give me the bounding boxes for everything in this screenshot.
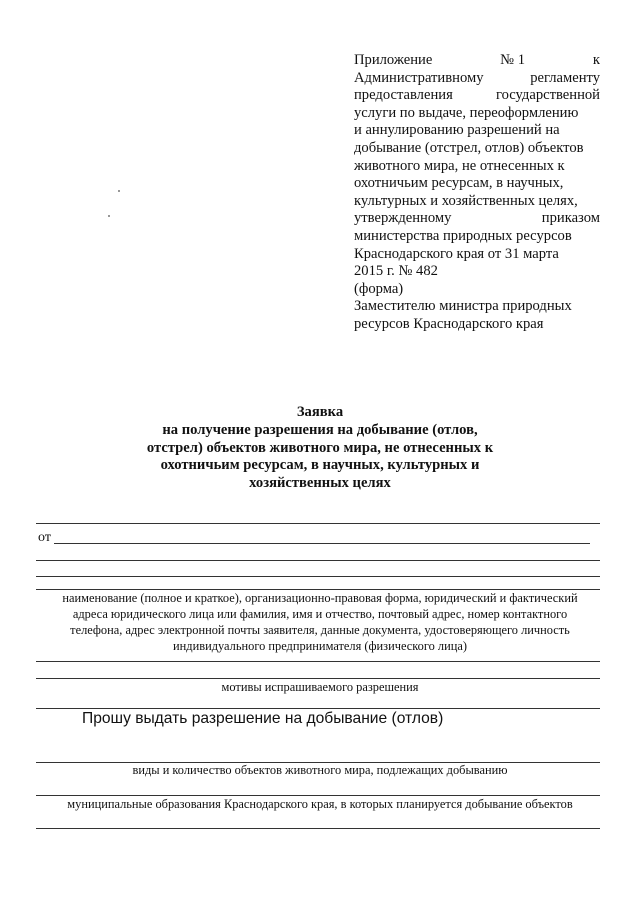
blank-line xyxy=(36,523,600,524)
annex-word: предоставления xyxy=(354,87,453,104)
annex-word: утвержденному xyxy=(354,210,452,227)
scan-speck xyxy=(108,215,110,217)
annex-block xyxy=(354,52,600,334)
applicant-caption-line-2: адреса юридического лица или фамилия, имя и отчество, почтовый адрес, номер контактного xyxy=(72,607,568,621)
annex-line-1 xyxy=(354,52,600,70)
title-line-2: на получение разрешения на добывание (отлов, xyxy=(162,421,478,438)
annex-line-3 xyxy=(354,87,600,105)
annex-line-9: культурных и хозяйственных целях, xyxy=(354,192,578,209)
annex-line-13: 2015 г. № 482 xyxy=(354,263,438,280)
annex-line-11: министерства природных ресурсов xyxy=(354,227,572,244)
applicant-field-line[interactable] xyxy=(54,543,590,544)
annex-line-8: охотничьим ресурсам, в научных, xyxy=(354,175,564,192)
species-caption: виды и количество объектов животного мира, подлежащих добыванию xyxy=(132,763,508,777)
form-label: (форма) xyxy=(354,280,404,297)
annex-line-12: Краснодарского края от 31 марта xyxy=(354,245,559,262)
title-line-3: отстрел) объектов животного мира, не отнесенных к xyxy=(146,439,494,456)
annex-word: регламенту xyxy=(530,69,600,86)
applicant-caption-line-1: наименование (полное и краткое), организационно-правовая форма, юридический и фактический xyxy=(62,591,578,605)
annex-word: государственной xyxy=(495,87,600,104)
annex-number: № 1 xyxy=(500,52,526,68)
title-line-4: охотничьим ресурсам, в научных, культурных и xyxy=(160,457,480,474)
scan-speck xyxy=(118,190,120,192)
applicant-caption xyxy=(30,590,610,654)
blank-line xyxy=(36,828,600,829)
annex-word: Приложение xyxy=(354,52,433,68)
application-title xyxy=(100,404,540,493)
annex-line-5: и аннулированию разрешений на xyxy=(354,122,560,139)
annex-line-10 xyxy=(354,210,600,228)
motives-field-line[interactable] xyxy=(36,661,600,662)
request-text: Прошу выдать разрешение на добывание (отлов) xyxy=(82,710,444,727)
applicant-field-line[interactable] xyxy=(36,576,600,577)
annex-line-7: животного мира, не отнесенных к xyxy=(354,157,565,174)
applicant-caption-line-4: индивидуального предпринимателя (физического лица) xyxy=(173,639,467,653)
annex-line-2 xyxy=(354,70,600,88)
addressee-line-2: ресурсов Краснодарского края xyxy=(354,315,544,332)
applicant-caption-line-3: телефона, адрес электронной почты заявителя, данные документа, удостоверяющего личность xyxy=(70,623,570,637)
addressee-line-1: Заместителю министра природных xyxy=(354,298,572,315)
annex-word: приказом xyxy=(541,210,600,227)
applicant-field-line[interactable] xyxy=(36,560,600,561)
annex-line-6: добывание (отстрел, отлов) объектов xyxy=(354,139,584,156)
title-line-1: Заявка xyxy=(296,404,344,420)
blank-line xyxy=(36,708,600,709)
annex-line-4: услуги по выдаче, переоформлению xyxy=(354,104,579,121)
from-label: от xyxy=(38,530,51,545)
municipal-caption: муниципальные образования Краснодарского края, в которых планируется добывание объектов xyxy=(67,797,573,811)
motives-caption: мотивы испрашиваемого разрешения xyxy=(221,680,419,694)
title-line-5: хозяйственных целях xyxy=(249,475,391,492)
annex-word: к xyxy=(592,52,600,68)
annex-word: Административному xyxy=(354,69,484,86)
